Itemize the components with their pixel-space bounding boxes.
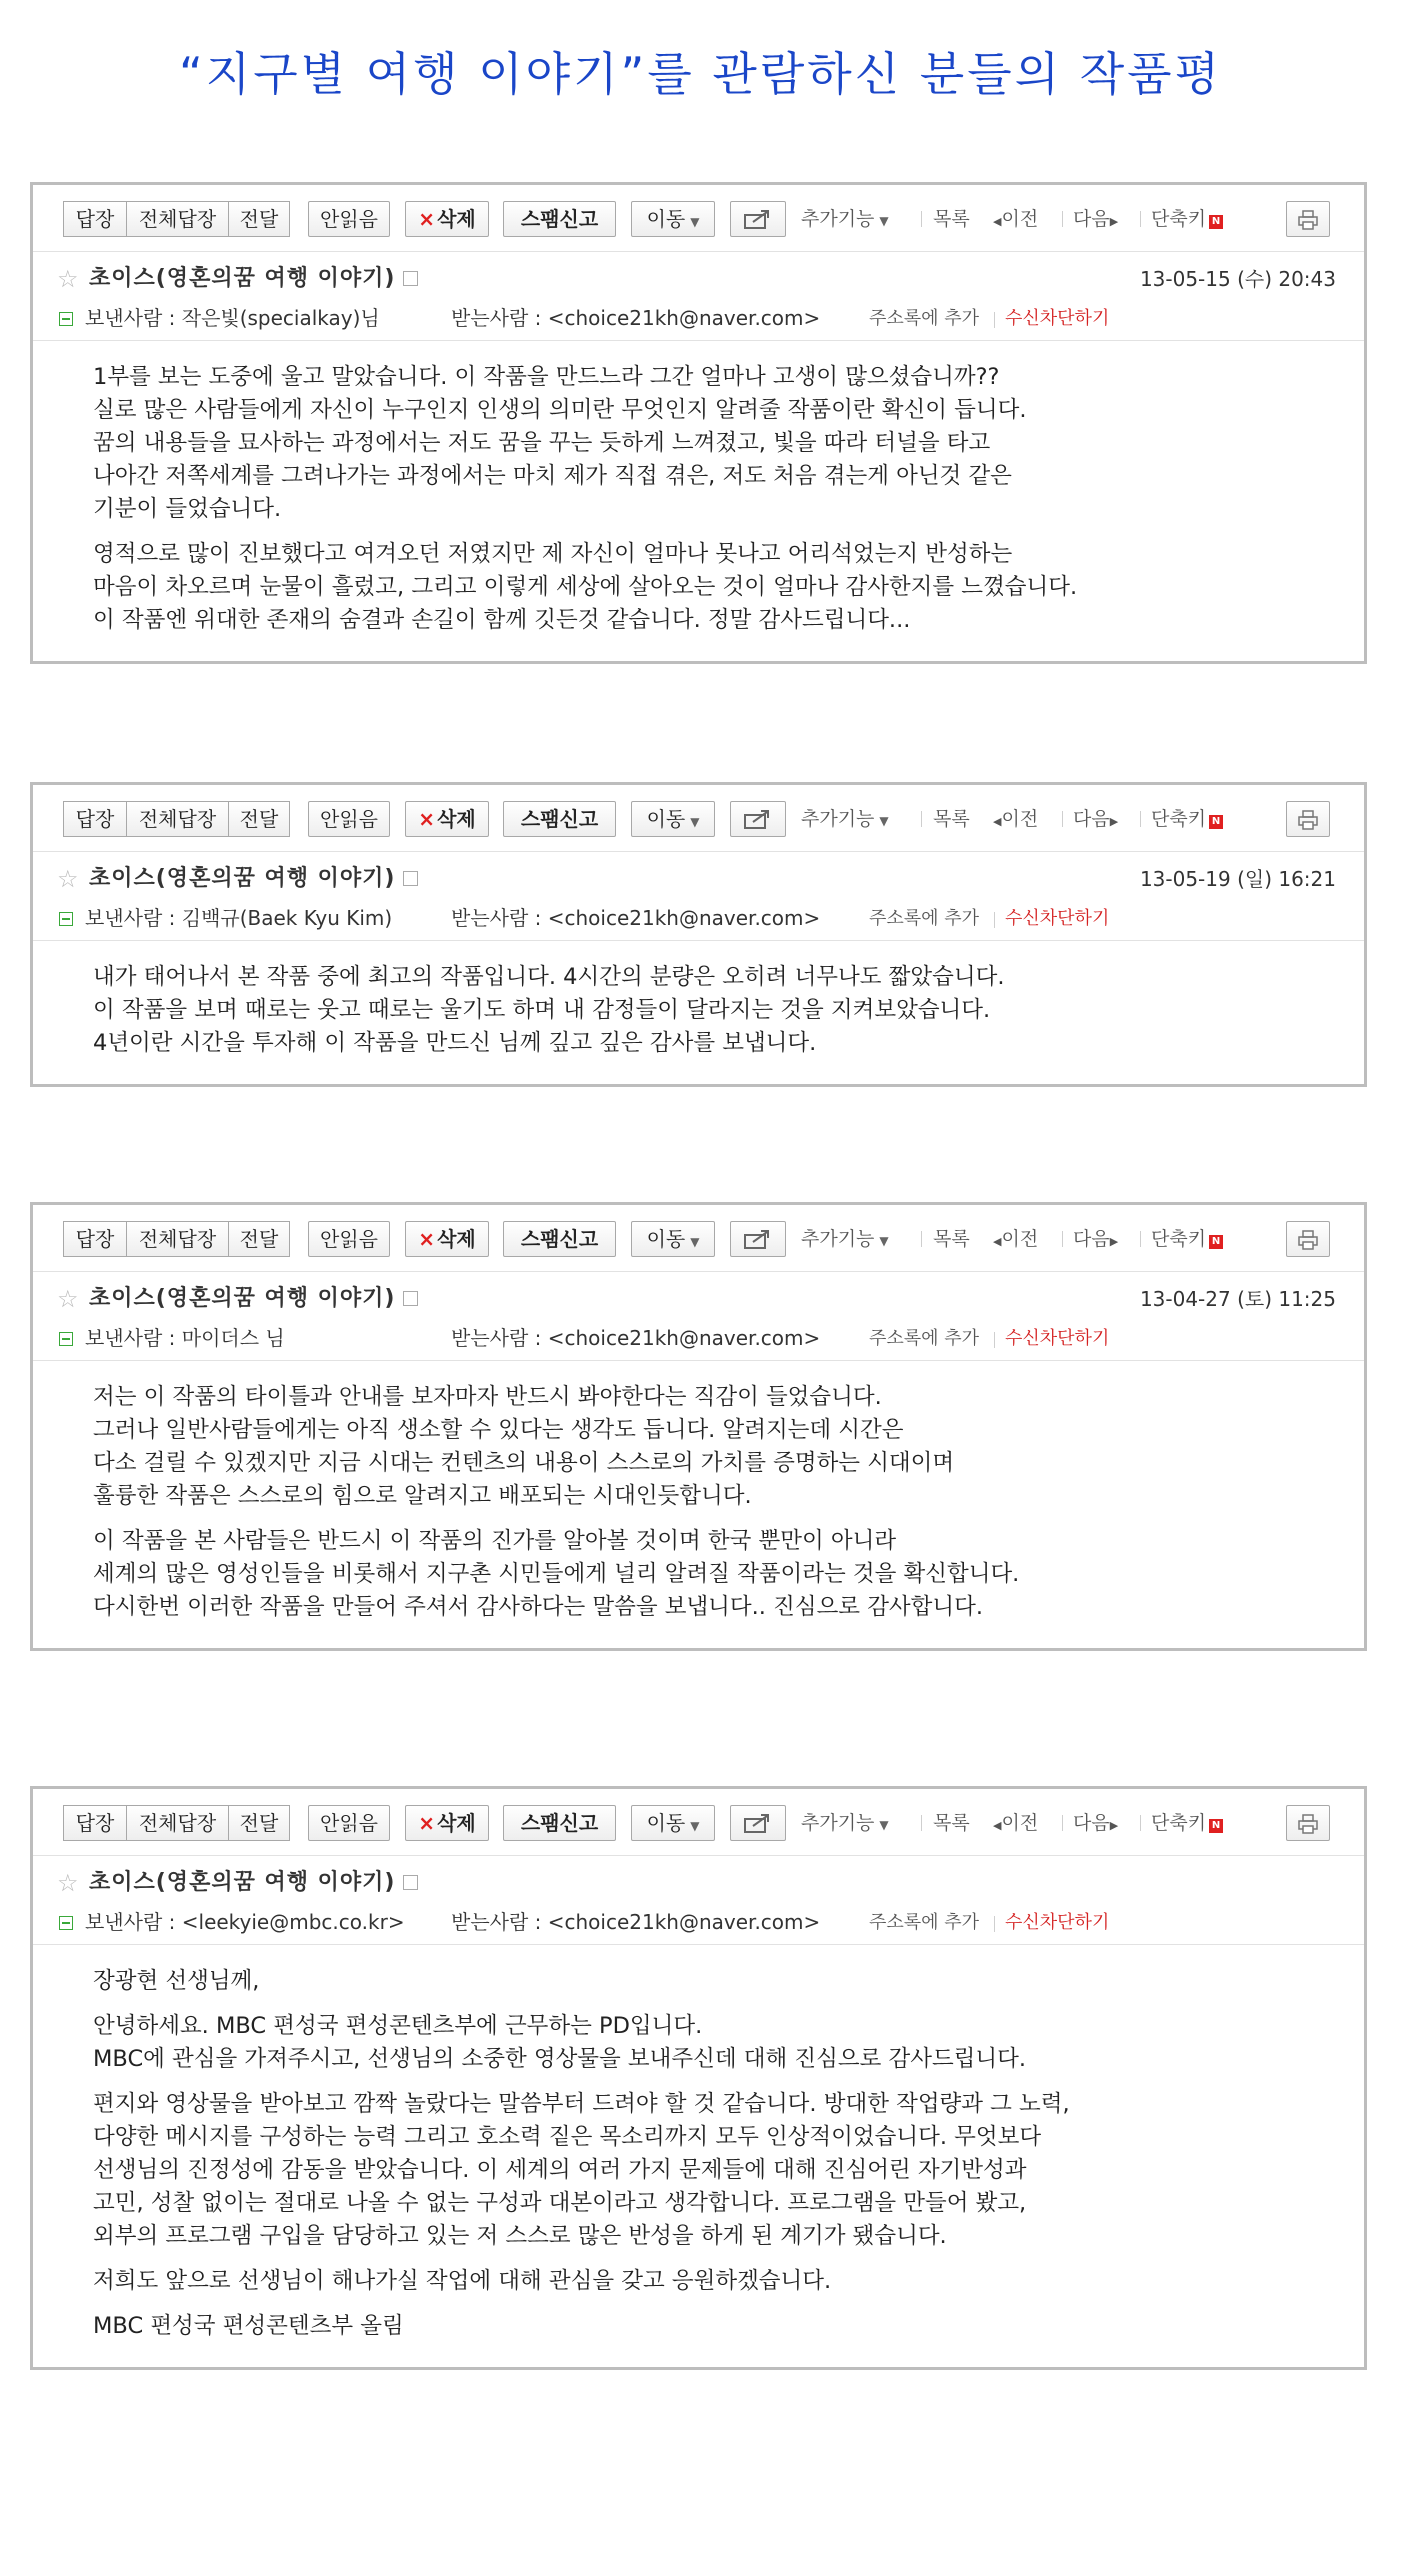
forward-button[interactable]: 전달: [228, 1805, 290, 1841]
sender-label: 보낸사람 :: [85, 306, 176, 330]
sender-field: [85, 304, 380, 332]
divider: [1140, 811, 1141, 827]
forward-button[interactable]: 전달: [228, 201, 290, 237]
sender-name[interactable]: 마이더스 님: [181, 1326, 285, 1350]
delete-x-icon: ×: [418, 1811, 436, 1835]
sender-label: 보낸사람 :: [85, 906, 176, 930]
chevron-down-icon: ▼: [879, 1818, 889, 1832]
prev-link[interactable]: [993, 801, 1038, 837]
reply-all-button[interactable]: 전체답장: [126, 201, 229, 237]
divider: [1062, 211, 1063, 227]
mail-date: 13-04-27 (토) 11:25: [1139, 1287, 1336, 1311]
reply-button[interactable]: 답장: [63, 801, 127, 837]
shortcuts-link[interactable]: [1151, 201, 1223, 237]
mark-unread-button[interactable]: 안읽음: [308, 201, 390, 237]
divider: [994, 1332, 995, 1348]
external-link-icon[interactable]: [403, 271, 418, 286]
divider: [1062, 811, 1063, 827]
star-icon[interactable]: ☆: [57, 1869, 79, 1897]
prev-label: 이전: [1001, 1228, 1039, 1250]
share-button[interactable]: [730, 801, 786, 837]
list-link[interactable]: 목록: [933, 208, 970, 230]
more-features-menu[interactable]: [801, 201, 889, 237]
add-to-contacts-link[interactable]: 주소록에 추가: [869, 308, 980, 329]
block-sender-link[interactable]: 수신차단하기: [1005, 1328, 1110, 1349]
reply-button[interactable]: 답장: [63, 201, 127, 237]
arrow-right-icon: ▶: [1109, 215, 1119, 228]
body-paragraph: 이 작품을 본 사람들은 반드시 이 작품의 진가를 알아볼 것이며 한국 뿐만이 아니라 세계의 많은 영성인들을 비롯해서 지구촌 시민들에게 널리 알려질 작품이라는 것을 확신합니다. 다시한번 이러한 작품을 만들어 주셔서 감사하다는 말씀을 보냅니다.. 진심으로 감사합니다.: [93, 1528, 1020, 1620]
recipient-field: [451, 304, 820, 332]
shortcuts-link[interactable]: [1151, 801, 1223, 837]
body-paragraph: 저희도 앞으로 선생님이 해나가실 작업에 대해 관심을 갖고 응원하겠습니다.: [93, 2268, 832, 2294]
arrow-right-icon: ▶: [1109, 815, 1119, 828]
email-card: [30, 1786, 1367, 2370]
move-label: 이동: [646, 1227, 686, 1251]
move-dropdown[interactable]: [631, 201, 715, 237]
spam-report-button[interactable]: 스팸신고: [503, 801, 616, 837]
prev-label: 이전: [1001, 808, 1039, 830]
mail-header: [33, 1855, 1364, 1944]
divider: [1062, 1815, 1063, 1831]
body-paragraph: 영적으로 많이 진보했다고 여겨오던 저였지만 제 자신이 얼마나 못나고 어리석었는지 반성하는 마음이 차오르며 눈물이 흘렀고, 그리고 이렇게 세상에 살아오는 것이 얼마나 감사한지를 느꼈습니다. 이 작품엔 위대한 존재의 숨결과 손길이 함께 깃든것 같습니다. 정말 감사드립니다...: [93, 541, 1078, 633]
shortcuts-link[interactable]: [1151, 1805, 1223, 1841]
chevron-down-icon: ▼: [690, 215, 700, 229]
sender-name[interactable]: 작은빛(specialkay)님: [181, 306, 380, 330]
next-link[interactable]: [1073, 201, 1118, 237]
sender-field: [85, 1324, 285, 1352]
sender-label: 보낸사람 :: [85, 1910, 176, 1934]
prev-link[interactable]: [993, 1221, 1038, 1257]
mail-subject: [89, 1868, 418, 1898]
move-dropdown[interactable]: [631, 801, 715, 837]
delete-label: 삭제: [437, 807, 476, 831]
reply-button[interactable]: 답장: [63, 1805, 127, 1841]
reply-all-button[interactable]: 전체답장: [126, 1805, 229, 1841]
arrow-left-icon: ◀: [993, 215, 1002, 228]
collapse-icon[interactable]: [59, 912, 73, 926]
block-sender-link[interactable]: 수신차단하기: [1005, 1912, 1110, 1933]
move-label: 이동: [646, 1811, 686, 1835]
delete-button[interactable]: [405, 801, 489, 837]
mail-header: [33, 851, 1364, 940]
chevron-down-icon: ▼: [690, 1235, 700, 1249]
prev-link[interactable]: [993, 1805, 1038, 1841]
shortcuts-label: 단축키: [1151, 808, 1207, 830]
mail-subject: [89, 264, 418, 294]
delete-x-icon: ×: [418, 207, 436, 231]
shortcuts-label: 단축키: [1151, 208, 1207, 230]
body-paragraph: 편지와 영상물을 받아보고 깜짝 놀랐다는 말씀부터 드려야 할 것 같습니다. 방대한 작업량과 그 노력, 다양한 메시지를 구성하는 능력 그리고 호소력 짙은 목소리까지 모두 인상적이었습니다. 무엇보다 선생님의 진정성에 감동을 받았습니다. 이 세계의 여러 가지 문제들에 대해 진심어린 자기반성과 고민, 성찰 없이는 절대로 나올 수 없는 구성과 대본이라고 생각합니다. 프로그램을 만들어 봤고, 외부의 프로그램 구입을 담당하고 있는 저 스스로 많은 반성을 하게 된 계기가 됐습니다.: [93, 2091, 1070, 2249]
recipient-label: 받는사람 :: [451, 1326, 542, 1350]
email-card: [30, 1202, 1367, 1651]
next-label: 다음: [1073, 1812, 1110, 1834]
new-badge: N: [1209, 1819, 1223, 1833]
delete-label: 삭제: [437, 1227, 476, 1251]
more-features-menu[interactable]: [801, 1805, 889, 1841]
body-paragraph: 내가 태어나서 본 작품 중에 최고의 작품입니다. 4시간의 분량은 오히려 너무나도 짧았습니다. 이 작품을 보며 때로는 웃고 때로는 울기도 하며 내 감정들이 달라지는 것을 지켜보았습니다. 4년이란 시간을 투자해 이 작품을 만드신 님께 깊고 깊은 감사를 보냅니다.: [93, 964, 1005, 1056]
share-button[interactable]: [730, 201, 786, 237]
print-button[interactable]: [1286, 1805, 1330, 1841]
chevron-down-icon: ▼: [879, 814, 889, 828]
mail-toolbar: [33, 185, 1364, 251]
list-link[interactable]: 목록: [933, 1228, 970, 1250]
arrow-right-icon: ▶: [1109, 1819, 1119, 1832]
mail-subject: [89, 1284, 418, 1314]
subject-text: 초이스(영혼의꿈 여행 이야기): [89, 266, 396, 291]
new-badge: N: [1209, 1235, 1223, 1249]
print-button[interactable]: [1286, 1221, 1330, 1257]
delete-x-icon: ×: [418, 807, 436, 831]
prev-label: 이전: [1001, 1812, 1039, 1834]
print-icon: [1297, 209, 1319, 231]
block-sender-link[interactable]: 수신차단하기: [1005, 308, 1110, 329]
divider: [921, 811, 922, 827]
email-card: [30, 782, 1367, 1087]
collapse-icon[interactable]: [59, 1916, 73, 1930]
chevron-down-icon: ▼: [879, 214, 889, 228]
share-icon: [743, 1812, 773, 1834]
sender-field: [85, 904, 392, 932]
subject-text: 초이스(영혼의꿈 여행 이야기): [89, 1870, 396, 1895]
add-to-contacts-link[interactable]: 주소록에 추가: [869, 1328, 980, 1349]
collapse-icon[interactable]: [59, 1332, 73, 1346]
external-link-icon[interactable]: [403, 1291, 418, 1306]
mark-unread-button[interactable]: 안읽음: [308, 801, 390, 837]
divider: [994, 1916, 995, 1932]
collapse-icon[interactable]: [59, 312, 73, 326]
reply-button[interactable]: 답장: [63, 1221, 127, 1257]
print-icon: [1297, 1229, 1319, 1251]
forward-button[interactable]: 전달: [228, 801, 290, 837]
delete-button[interactable]: [405, 1221, 489, 1257]
sender-name[interactable]: 김백규(Baek Kyu Kim): [181, 906, 393, 930]
next-link[interactable]: [1073, 1805, 1118, 1841]
body-paragraph: 안녕하세요. MBC 편성국 편성콘텐츠부에 근무하는 PD입니다. MBC에 관심을 가져주시고, 선생님의 소중한 영상물을 보내주신데 대해 진심으로 감사드립니다.: [93, 2013, 1027, 2072]
sender-label: 보낸사람 :: [85, 1326, 176, 1350]
move-dropdown[interactable]: [631, 1805, 715, 1841]
reply-all-button[interactable]: 전체답장: [126, 801, 229, 837]
body-paragraph: 저는 이 작품의 타이틀과 안내를 보자마자 반드시 봐야한다는 직감이 들었습니다. 그러나 일반사람들에게는 아직 생소할 수 있다는 생각도 듭니다. 알려지는데 시간은 다소 걸릴 수 있겠지만 지금 시대는 컨텐츠의 내용이 스스로의 가치를 증명하는 시대이며 훌륭한 작품은 스스로의 힘으로 알려지고 배포되는 시대인듯합니다.: [93, 1384, 955, 1509]
mail-date: 13-05-15 (수) 20:43: [1139, 267, 1336, 291]
new-badge: N: [1209, 815, 1223, 829]
next-link[interactable]: [1073, 1221, 1118, 1257]
prev-label: 이전: [1001, 208, 1039, 230]
share-button[interactable]: [730, 1805, 786, 1841]
sender-field: [85, 1908, 405, 1936]
share-icon: [743, 208, 773, 230]
move-label: 이동: [646, 807, 686, 831]
mark-unread-button[interactable]: 안읽음: [308, 1805, 390, 1841]
add-to-contacts-link[interactable]: 주소록에 추가: [869, 908, 980, 929]
reply-all-button[interactable]: 전체답장: [126, 1221, 229, 1257]
shortcuts-link[interactable]: [1151, 1221, 1223, 1257]
recipient-label: 받는사람 :: [451, 906, 542, 930]
divider: [1140, 211, 1141, 227]
shortcuts-label: 단축키: [1151, 1812, 1207, 1834]
share-icon: [743, 1228, 773, 1250]
list-link[interactable]: 목록: [933, 808, 970, 830]
more-features-menu[interactable]: [801, 1221, 889, 1257]
email-card: [30, 182, 1367, 664]
new-badge: N: [1209, 215, 1223, 229]
recipient-field: [451, 904, 820, 932]
arrow-left-icon: ◀: [993, 1235, 1002, 1248]
divider: [921, 1815, 922, 1831]
divider: [1140, 1231, 1141, 1247]
recipient-field: [451, 1324, 820, 1352]
external-link-icon[interactable]: [403, 871, 418, 886]
delete-label: 삭제: [437, 1811, 476, 1835]
spam-report-button[interactable]: 스팸신고: [503, 1805, 616, 1841]
more-features-label: 추가기능: [801, 808, 875, 830]
move-label: 이동: [646, 207, 686, 231]
divider: [994, 312, 995, 328]
mail-subject: [89, 864, 418, 894]
forward-button[interactable]: 전달: [228, 1221, 290, 1257]
share-icon: [743, 808, 773, 830]
delete-x-icon: ×: [418, 1227, 436, 1251]
recipient-label: 받는사람 :: [451, 1910, 542, 1934]
more-features-label: 추가기능: [801, 208, 875, 230]
divider: [994, 912, 995, 928]
mail-date: 13-05-19 (일) 16:21: [1139, 867, 1336, 891]
body-paragraph: 1부를 보는 도중에 울고 말았습니다. 이 작품을 만드느라 그간 얼마나 고생이 많으셨습니까?? 실로 많은 사람들에게 자신이 누구인지 인생의 의미란 무엇인지 알려줄 작품이란 확신이 듭니다. 꿈의 내용들을 묘사하는 과정에서는 저도 꿈을 꾸는 듯하게 느껴졌고, 빛을 따라 터널을 타고 나아간 저쪽세계를 그려나가는 과정에서는 마치 제가 직접 겪은, 저도 처음 겪는게 아닌것 같은 기분이 들었습니다.: [93, 364, 1027, 522]
print-icon: [1297, 809, 1319, 831]
next-label: 다음: [1073, 808, 1110, 830]
subject-text: 초이스(영혼의꿈 여행 이야기): [89, 866, 396, 891]
print-icon: [1297, 1813, 1319, 1835]
next-link[interactable]: [1073, 801, 1118, 837]
page-title: “지구별 여행 이야기”를 관람하신 분들의 작품평: [178, 47, 1223, 101]
divider: [1062, 1231, 1063, 1247]
mail-body: [33, 1360, 1364, 1648]
list-link[interactable]: 목록: [933, 1812, 970, 1834]
share-button[interactable]: [730, 1221, 786, 1257]
mail-body: [33, 940, 1364, 1084]
star-icon[interactable]: ☆: [57, 1285, 79, 1313]
next-label: 다음: [1073, 208, 1110, 230]
recipient-address[interactable]: <choice21kh@naver.com>: [547, 1910, 821, 1934]
star-icon[interactable]: ☆: [57, 265, 79, 293]
chevron-down-icon: ▼: [690, 815, 700, 829]
mail-body: [33, 340, 1364, 661]
sender-name[interactable]: <leekyie@mbc.co.kr>: [181, 1910, 405, 1934]
spam-report-button[interactable]: 스팸신고: [503, 1221, 616, 1257]
spam-report-button[interactable]: 스팸신고: [503, 201, 616, 237]
add-to-contacts-link[interactable]: 주소록에 추가: [869, 1912, 980, 1933]
chevron-down-icon: ▼: [690, 1819, 700, 1833]
move-dropdown[interactable]: [631, 1221, 715, 1257]
print-button[interactable]: [1286, 201, 1330, 237]
recipient-field: [451, 1908, 820, 1936]
mail-toolbar: [33, 1205, 1364, 1271]
recipient-address[interactable]: <choice21kh@naver.com>: [547, 906, 821, 930]
more-features-label: 추가기능: [801, 1228, 875, 1250]
more-features-menu[interactable]: [801, 801, 889, 837]
block-sender-link[interactable]: 수신차단하기: [1005, 908, 1110, 929]
arrow-left-icon: ◀: [993, 815, 1002, 828]
mail-toolbar: [33, 785, 1364, 851]
divider: [921, 1231, 922, 1247]
recipient-address[interactable]: <choice21kh@naver.com>: [547, 1326, 821, 1350]
prev-link[interactable]: [993, 201, 1038, 237]
mail-body: [33, 1944, 1364, 2367]
delete-button[interactable]: [405, 201, 489, 237]
star-icon[interactable]: ☆: [57, 865, 79, 893]
mail-header: [33, 251, 1364, 340]
more-features-label: 추가기능: [801, 1812, 875, 1834]
mail-toolbar: [33, 1789, 1364, 1855]
delete-label: 삭제: [437, 207, 476, 231]
divider: [921, 211, 922, 227]
delete-button[interactable]: [405, 1805, 489, 1841]
divider: [1140, 1815, 1141, 1831]
body-paragraph: MBC 편성국 편성콘텐츠부 올림: [93, 2313, 404, 2339]
arrow-right-icon: ▶: [1109, 1235, 1119, 1248]
mail-header: [33, 1271, 1364, 1360]
body-paragraph: 장광현 선생님께,: [93, 1968, 260, 1994]
recipient-address[interactable]: <choice21kh@naver.com>: [547, 306, 821, 330]
print-button[interactable]: [1286, 801, 1330, 837]
arrow-left-icon: ◀: [993, 1819, 1002, 1832]
external-link-icon[interactable]: [403, 1875, 418, 1890]
shortcuts-label: 단축키: [1151, 1228, 1207, 1250]
next-label: 다음: [1073, 1228, 1110, 1250]
recipient-label: 받는사람 :: [451, 306, 542, 330]
chevron-down-icon: ▼: [879, 1234, 889, 1248]
mark-unread-button[interactable]: 안읽음: [308, 1221, 390, 1257]
subject-text: 초이스(영혼의꿈 여행 이야기): [89, 1286, 396, 1311]
